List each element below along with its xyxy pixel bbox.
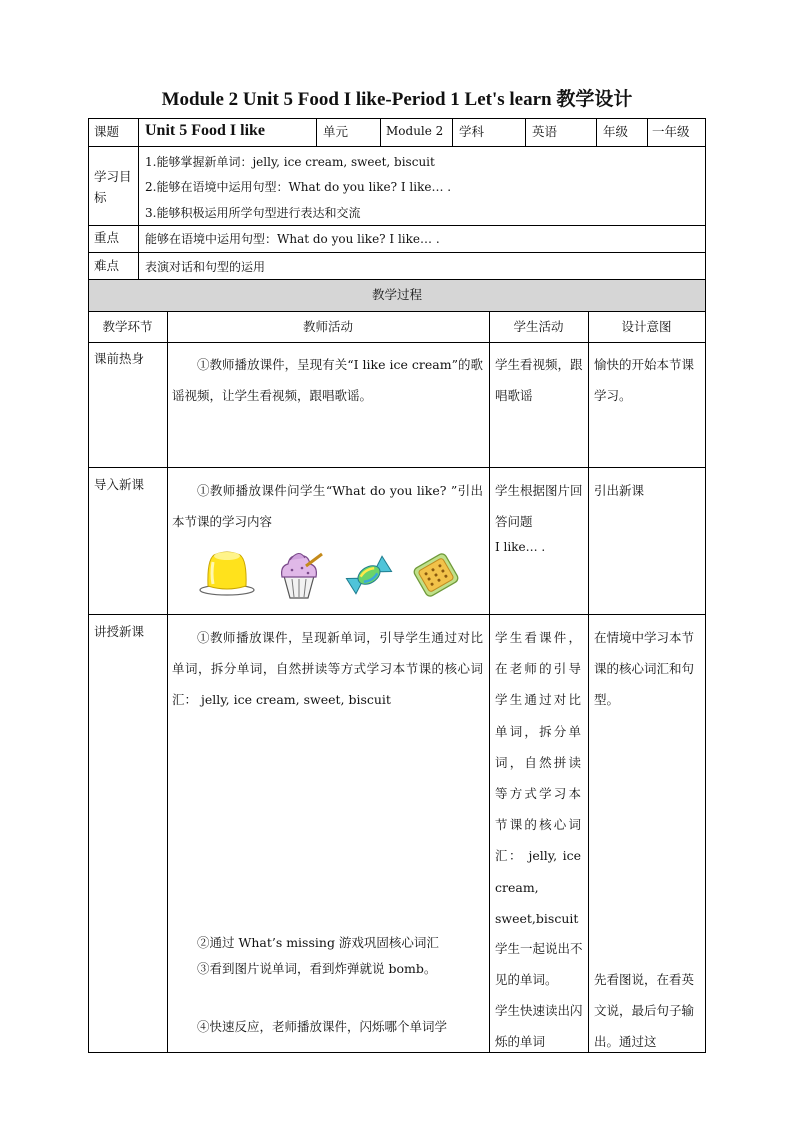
objective-item: 1.能够掌握新单词：jelly, ice cream, sweet, biscuit (145, 155, 435, 169)
objectives-label: 学习目标 (94, 169, 132, 205)
column-header: 学生活动 (513, 319, 564, 334)
difficult-points-label: 难点 (94, 258, 120, 273)
unit-label: 单元 (323, 124, 349, 139)
objective-item: 2.能够在语境中运用句型：What do you like? I like… . (145, 180, 452, 194)
lesson-value: Unit 5 Food I like (145, 122, 266, 139)
student-activity: 学生根据图片回答问题 (495, 483, 583, 529)
stage-label: 课前热身 (94, 351, 145, 366)
jelly-icon (198, 546, 256, 598)
design-intent: 愉快的开始本节课学习。 (594, 357, 695, 403)
column-header: 设计意图 (621, 319, 672, 334)
student-activity-3: 学生快速读出闪烁的单词 (495, 1003, 583, 1049)
column-header: 教师活动 (302, 319, 353, 334)
student-activity-extra: I like… . (495, 540, 546, 554)
sweet-icon (344, 554, 394, 596)
column-header: 教学环节 (102, 319, 153, 334)
student-activity: 学生看课件，在老师的引导学生通过对比单词，拆分单词，自然拼读等方式学习本节课的核心词汇： jelly, ice cream, sweet,biscuit (495, 630, 581, 926)
unit-value: Module 2 (386, 124, 444, 138)
subject-label: 学科 (459, 124, 485, 139)
teacher-activity: ①教师播放课件，呈现有关“I like ice cream”的歌谣视频，让学生看视频，跟唱歌谣。 (172, 357, 483, 403)
biscuit-icon (410, 553, 462, 597)
grade-label: 年级 (603, 124, 629, 139)
design-intent: 在情境中学习本节课的核心词汇和句型。 (594, 630, 695, 707)
student-activity-2: 学生一起说出不见的单词。 (495, 941, 583, 987)
difficult-points-value: 表演对话和句型的运用 (145, 260, 266, 274)
page-title: Module 2 Unit 5 Food I like-Period 1 Let's learn 教学设计 (161, 89, 633, 110)
stage-label: 导入新课 (94, 477, 145, 492)
student-activity: 学生看视频，跟唱歌谣 (495, 357, 583, 403)
subject-value: 英语 (532, 124, 558, 139)
key-points-label: 重点 (94, 230, 120, 245)
teacher-activity: ①教师播放课件，呈现新单词，引导学生通过对比单词，拆分单词，自然拼读等方式学习本节课的核心词汇： jelly, ice cream, sweet, biscuit (172, 630, 483, 707)
teacher-activity-4: ④快速反应，老师播放课件，闪烁哪个单词学 (197, 1019, 448, 1034)
ice-cream-icon (272, 546, 326, 602)
lesson-label: 课题 (94, 124, 120, 139)
objective-item: 3.能够积极运用所学句型进行表达和交流 (145, 206, 361, 220)
teacher-activity-3: ③看到图片说单词，看到炸弹就说 bomb。 (197, 961, 437, 976)
process-title: 教学过程 (371, 287, 422, 302)
key-points-value: 能够在语境中运用句型：What do you like? I like… . (145, 232, 440, 246)
design-intent: 引出新课 (594, 483, 645, 498)
design-intent-2: 先看图说，在看英文说，最后句子输出。通过这 (594, 972, 695, 1049)
stage-label: 讲授新课 (94, 624, 145, 639)
teacher-activity: ①教师播放课件问学生“What do you like? ”引出本节课的学习内容 (172, 483, 483, 529)
teacher-activity-2: ②通过 What’s missing 游戏巩固核心词汇 (197, 935, 439, 950)
grade-value: 一年级 (652, 124, 690, 139)
